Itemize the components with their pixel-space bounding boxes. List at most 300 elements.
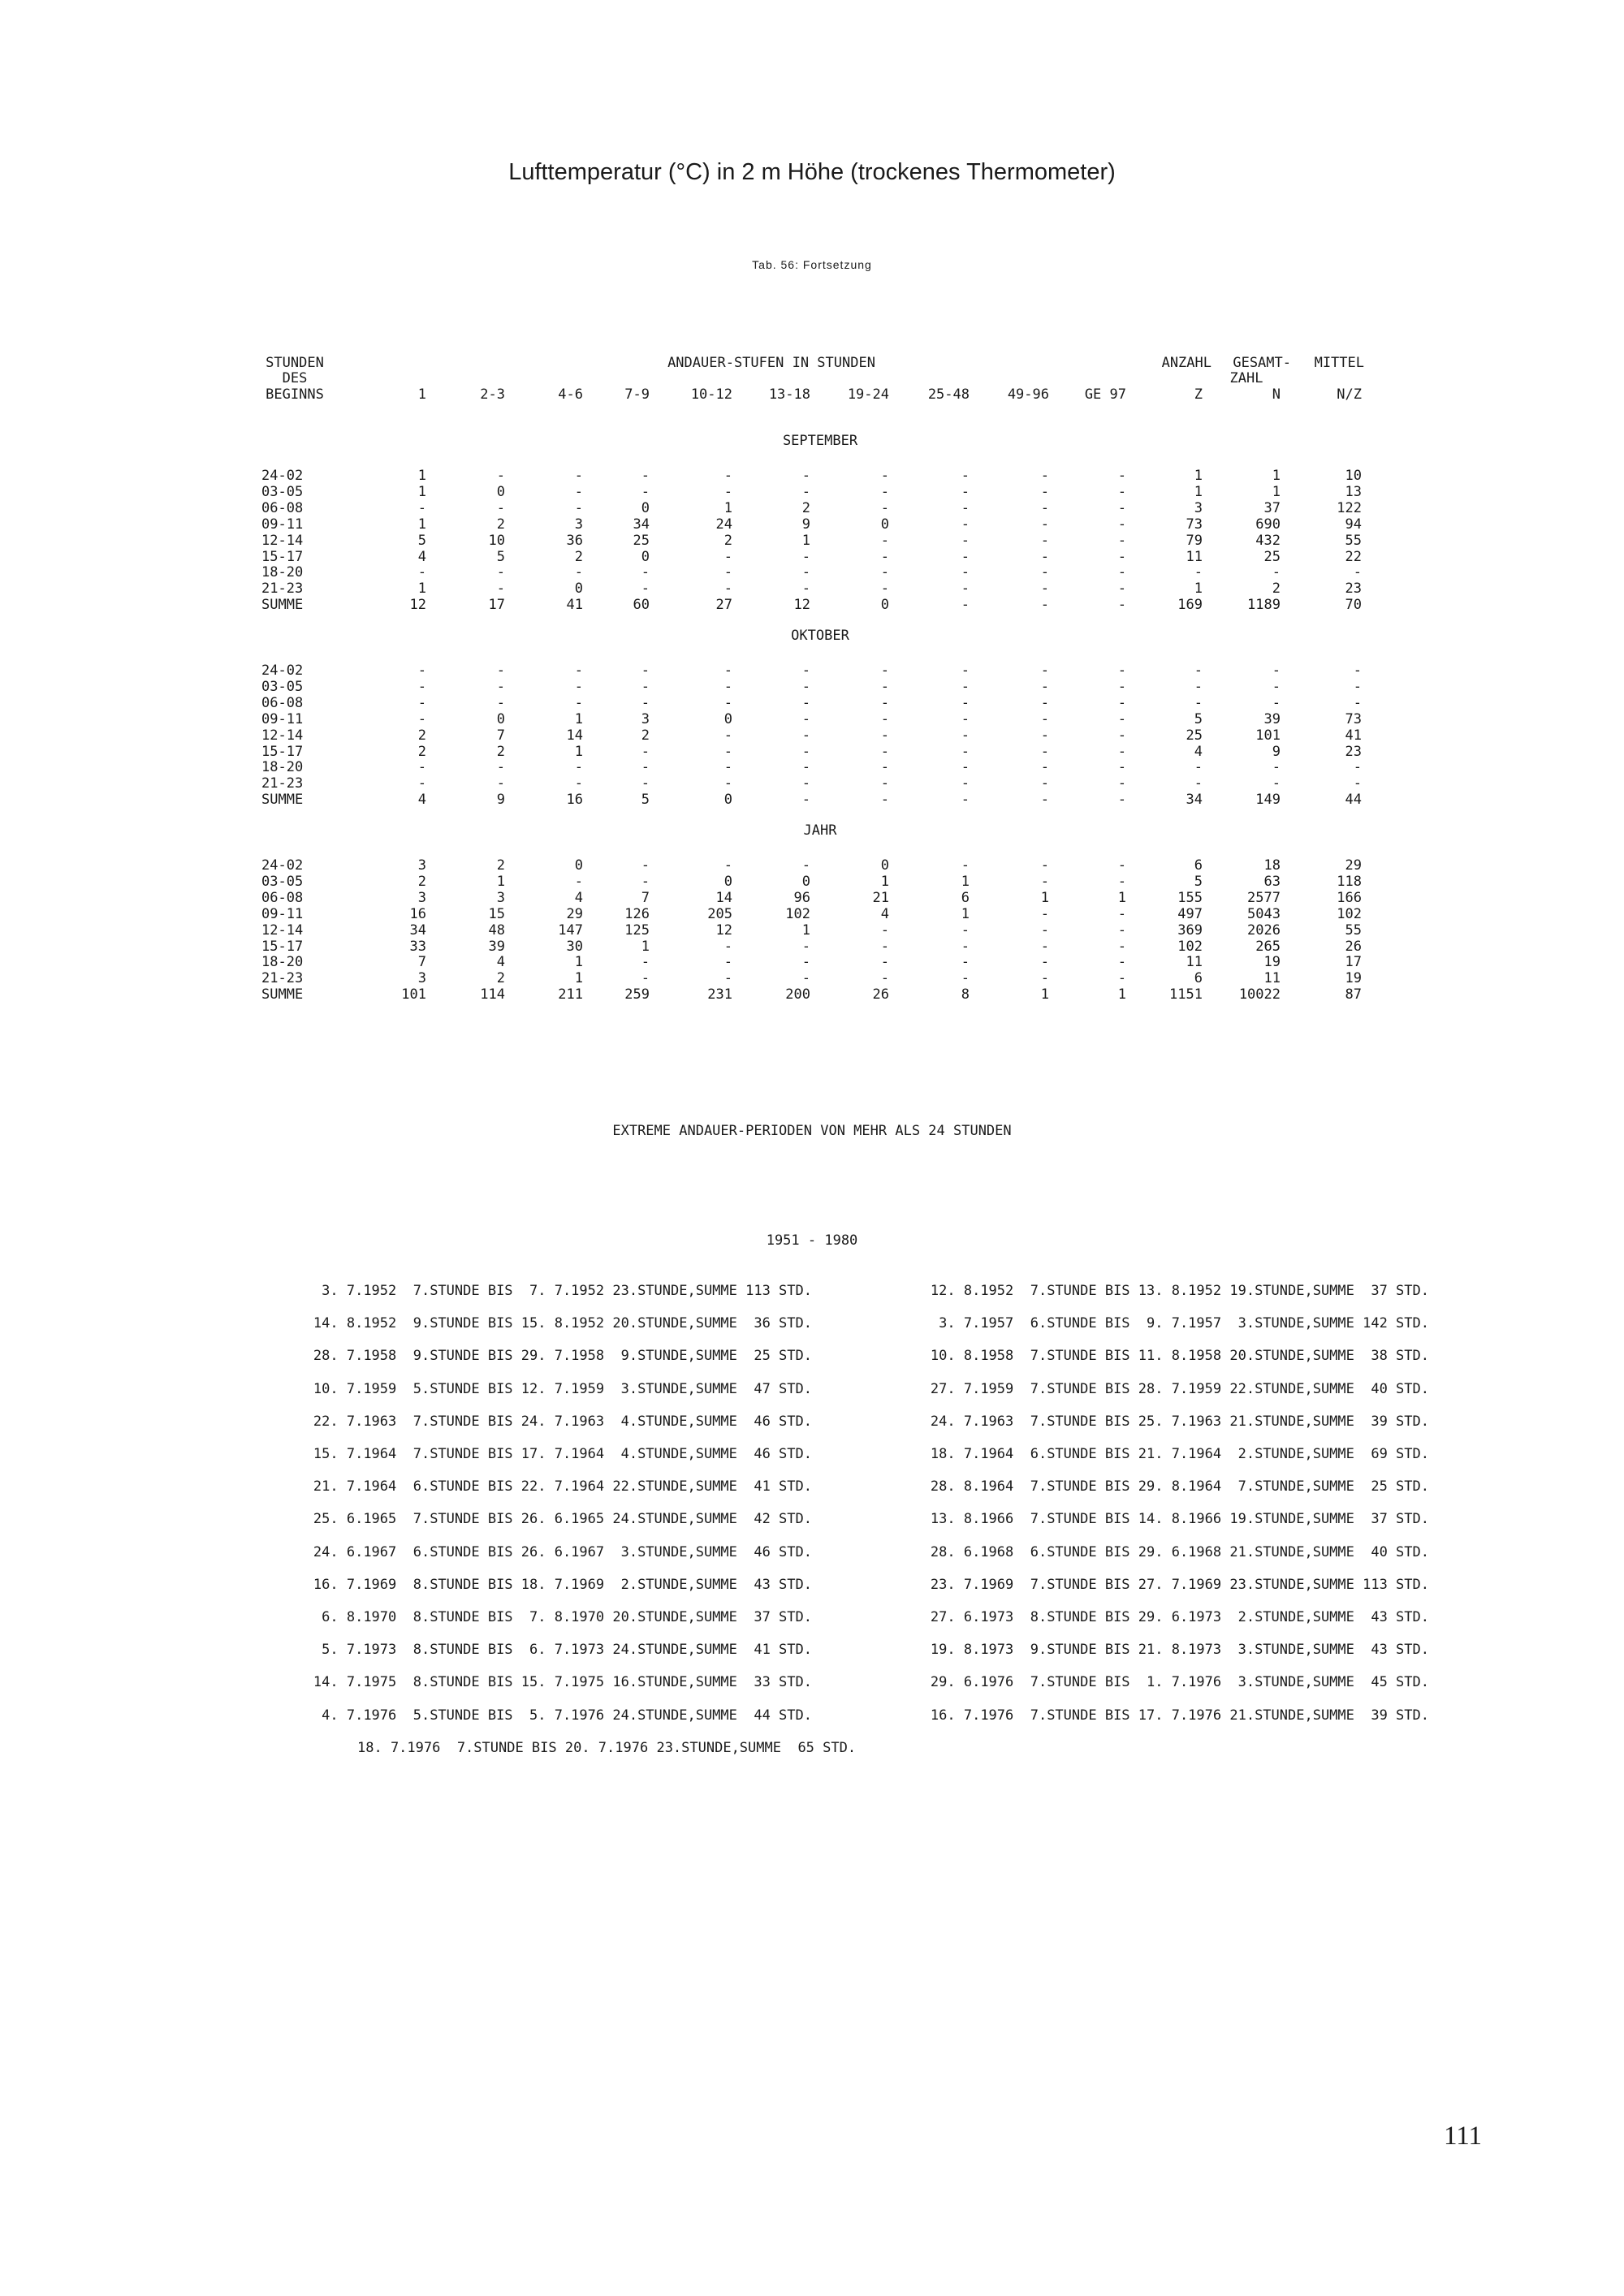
table-cell: -: [1040, 548, 1049, 565]
table-cell: 11: [1263, 970, 1281, 987]
table-cell: 2: [641, 727, 650, 744]
extreme-period-right: 27. 6.1973 8.STUNDE BIS 29. 6.1973 2.STUNDE,SUMME 43 STD.: [930, 1609, 1429, 1625]
table-cell: 101: [401, 986, 426, 1003]
row-label: 18-20: [261, 954, 304, 971]
table-cell: -: [1353, 775, 1362, 792]
table-cell: 23: [1345, 743, 1362, 760]
header-stunden-line: DES: [282, 370, 308, 386]
table-cell: 4: [574, 889, 583, 906]
table-cell: 0: [574, 857, 583, 874]
row-label: SUMME: [261, 792, 304, 809]
table-cell: -: [496, 580, 505, 598]
table-cell: -: [801, 775, 810, 792]
table-cell: 369: [1177, 921, 1203, 939]
table-cell: -: [1117, 662, 1126, 679]
table-cell: 7: [417, 954, 426, 971]
table-cell: -: [1272, 564, 1281, 581]
table-cell: -: [880, 548, 889, 565]
table-cell: 1: [417, 483, 426, 500]
table-cell: -: [961, 857, 970, 874]
table-cell: 1: [1040, 889, 1049, 906]
table-cell: -: [1194, 678, 1203, 695]
table-cell: -: [1117, 499, 1126, 516]
table-cell: -: [880, 792, 889, 809]
table-cell: 16: [566, 792, 583, 809]
period-label: 1951 - 1980: [766, 1232, 858, 1249]
table-cell: 10: [488, 532, 505, 549]
table-cell: -: [1117, 759, 1126, 776]
table-cell: -: [574, 564, 583, 581]
table-cell: 102: [1177, 938, 1203, 955]
table-cell: 2: [496, 743, 505, 760]
column-header: GE 97: [1084, 386, 1126, 403]
table-cell: -: [1117, 532, 1126, 549]
table-cell: -: [801, 548, 810, 565]
table-cell: 27: [715, 597, 732, 614]
extreme-period-right: 29. 6.1976 7.STUNDE BIS 1. 7.1976 3.STUNDE,SUMME 45 STD.: [930, 1674, 1429, 1691]
table-cell: -: [880, 662, 889, 679]
table-cell: -: [1353, 759, 1362, 776]
table-cell: 48: [488, 921, 505, 939]
row-label: 18-20: [261, 564, 304, 581]
table-cell: 29: [566, 905, 583, 922]
table-cell: 5: [496, 548, 505, 565]
table-cell: -: [723, 564, 732, 581]
table-cell: -: [961, 564, 970, 581]
table-cell: 0: [496, 483, 505, 500]
table-cell: 1: [1194, 483, 1203, 500]
table-cell: -: [1117, 873, 1126, 890]
table-cell: -: [417, 759, 426, 776]
table-cell: 4: [417, 792, 426, 809]
row-label: 12-14: [261, 921, 304, 939]
table-cell: -: [1272, 662, 1281, 679]
table-cell: -: [1040, 597, 1049, 614]
table-cell: 169: [1177, 597, 1203, 614]
table-cell: 10: [1345, 468, 1362, 484]
table-cell: -: [961, 516, 970, 533]
table-cell: -: [961, 759, 970, 776]
extreme-period-right: 10. 8.1958 7.STUNDE BIS 11. 8.1958 20.STUNDE,SUMME 38 STD.: [930, 1348, 1429, 1365]
table-cell: 60: [633, 597, 650, 614]
table-cell: -: [1117, 548, 1126, 565]
table-cell: 1: [1040, 986, 1049, 1003]
table-cell: 211: [558, 986, 583, 1003]
table-cell: 7: [496, 727, 505, 744]
table-cell: 2: [574, 548, 583, 565]
section-title: JAHR: [803, 822, 837, 839]
table-cell: 114: [480, 986, 505, 1003]
row-label: 24-02: [261, 468, 304, 484]
table-cell: -: [1040, 564, 1049, 581]
table-cell: -: [723, 938, 732, 955]
table-cell: -: [1040, 727, 1049, 744]
table-cell: -: [961, 954, 970, 971]
table-cell: -: [1194, 662, 1203, 679]
table-cell: 1: [1117, 889, 1126, 906]
table-cell: -: [880, 759, 889, 776]
table-cell: 1: [801, 921, 810, 939]
table-cell: -: [1040, 516, 1049, 533]
table-cell: -: [801, 938, 810, 955]
table-cell: -: [574, 662, 583, 679]
table-cell: 0: [723, 792, 732, 809]
table-cell: 10022: [1238, 986, 1281, 1003]
table-cell: -: [1040, 694, 1049, 711]
table-cell: 34: [409, 921, 426, 939]
extreme-period-left: 28. 7.1958 9.STUNDE BIS 29. 7.1958 9.STUNDE,SUMME 25 STD.: [313, 1348, 812, 1365]
table-cell: -: [961, 483, 970, 500]
row-label: 03-05: [261, 483, 304, 500]
table-cell: -: [880, 468, 889, 484]
row-label: 03-05: [261, 678, 304, 695]
table-cell: 1: [574, 954, 583, 971]
table-cell: -: [1040, 710, 1049, 727]
table-cell: 8: [961, 986, 970, 1003]
table-cell: 34: [1186, 792, 1203, 809]
table-cell: -: [723, 548, 732, 565]
row-label: 03-05: [261, 873, 304, 890]
table-cell: -: [801, 694, 810, 711]
table-cell: 24: [715, 516, 732, 533]
table-cell: -: [574, 873, 583, 890]
header-gesamt: GESAMT-: [1233, 355, 1291, 371]
table-cell: 3: [417, 970, 426, 987]
table-cell: 1: [1272, 483, 1281, 500]
table-cell: 94: [1345, 516, 1362, 533]
table-cell: -: [961, 938, 970, 955]
extreme-period-last: 18. 7.1976 7.STUNDE BIS 20. 7.1976 23.STUNDE,SUMME 65 STD.: [357, 1739, 857, 1756]
table-cell: -: [801, 468, 810, 484]
table-cell: 26: [872, 986, 889, 1003]
table-cell: -: [880, 710, 889, 727]
column-header: N: [1272, 386, 1281, 403]
table-cell: 12: [793, 597, 810, 614]
table-cell: 126: [624, 905, 650, 922]
table-cell: -: [801, 580, 810, 598]
table-cell: -: [496, 662, 505, 679]
table-cell: -: [961, 597, 970, 614]
table-cell: -: [723, 954, 732, 971]
table-cell: 1: [801, 532, 810, 549]
column-header: 7-9: [624, 386, 650, 403]
extreme-period-left: 3. 7.1952 7.STUNDE BIS 7. 7.1952 23.STUNDE,SUMME 113 STD.: [322, 1283, 812, 1299]
table-cell: 37: [1263, 499, 1281, 516]
table-cell: 0: [723, 710, 732, 727]
table-cell: -: [641, 694, 650, 711]
table-cell: -: [880, 938, 889, 955]
row-label: 15-17: [261, 743, 304, 760]
section-title: SEPTEMBER: [782, 433, 858, 449]
table-cell: -: [801, 970, 810, 987]
table-cell: -: [880, 694, 889, 711]
table-cell: 5: [417, 532, 426, 549]
table-cell: -: [574, 483, 583, 500]
table-cell: -: [880, 564, 889, 581]
table-cell: -: [961, 468, 970, 484]
table-cell: -: [1194, 564, 1203, 581]
table-cell: -: [1117, 597, 1126, 614]
table-cell: -: [723, 727, 732, 744]
table-cell: 3: [496, 889, 505, 906]
table-cell: -: [880, 678, 889, 695]
table-cell: -: [801, 743, 810, 760]
row-label: 18-20: [261, 759, 304, 776]
table-cell: -: [417, 678, 426, 695]
table-cell: -: [880, 499, 889, 516]
table-cell: 96: [793, 889, 810, 906]
table-cell: -: [723, 759, 732, 776]
table-cell: 1: [574, 710, 583, 727]
table-cell: 2: [417, 873, 426, 890]
table-cell: -: [1040, 483, 1049, 500]
row-label: 12-14: [261, 727, 304, 744]
column-header: 25-48: [927, 386, 970, 403]
table-cell: -: [496, 499, 505, 516]
table-cell: 265: [1255, 938, 1281, 955]
table-cell: -: [496, 759, 505, 776]
table-cell: 0: [880, 597, 889, 614]
column-header: 49-96: [1007, 386, 1049, 403]
table-cell: -: [1272, 775, 1281, 792]
table-cell: -: [496, 468, 505, 484]
extreme-period-left: 4. 7.1976 5.STUNDE BIS 5. 7.1976 24.STUNDE,SUMME 44 STD.: [322, 1707, 812, 1724]
table-cell: 14: [566, 727, 583, 744]
row-label: 06-08: [261, 499, 304, 516]
table-cell: -: [961, 580, 970, 598]
table-cell: -: [1117, 905, 1126, 922]
table-cell: -: [417, 662, 426, 679]
table-cell: 0: [574, 580, 583, 598]
table-cell: 155: [1177, 889, 1203, 906]
table-cell: -: [1353, 694, 1362, 711]
header-mittel: MITTEL: [1314, 355, 1364, 371]
table-cell: -: [880, 483, 889, 500]
table-cell: -: [880, 970, 889, 987]
table-cell: -: [641, 662, 650, 679]
table-cell: 5043: [1247, 905, 1281, 922]
extreme-period-right: 28. 6.1968 6.STUNDE BIS 29. 6.1968 21.STUNDE,SUMME 40 STD.: [930, 1543, 1429, 1560]
row-label: SUMME: [261, 597, 304, 614]
extreme-period-right: 13. 8.1966 7.STUNDE BIS 14. 8.1966 19.STUNDE,SUMME 37 STD.: [930, 1511, 1429, 1528]
table-cell: 11: [1186, 548, 1203, 565]
row-label: SUMME: [261, 986, 304, 1003]
table-cell: -: [880, 954, 889, 971]
table-cell: 231: [707, 986, 732, 1003]
table-cell: 55: [1345, 532, 1362, 549]
row-label: 06-08: [261, 694, 304, 711]
table-cell: -: [1040, 905, 1049, 922]
table-cell: 205: [707, 905, 732, 922]
table-cell: -: [801, 759, 810, 776]
table-cell: -: [574, 759, 583, 776]
table-cell: -: [417, 710, 426, 727]
table-cell: -: [801, 678, 810, 695]
table-cell: -: [641, 468, 650, 484]
table-cell: -: [1117, 516, 1126, 533]
table-cell: 102: [1337, 905, 1362, 922]
table-cell: -: [496, 694, 505, 711]
table-cell: 3: [417, 857, 426, 874]
table-cell: 0: [880, 516, 889, 533]
table-cell: -: [961, 532, 970, 549]
header-group: ANDAUER-STUFEN IN STUNDEN: [667, 355, 875, 371]
row-label: 09-11: [261, 516, 304, 533]
table-cell: 2: [496, 970, 505, 987]
table-cell: 1151: [1169, 986, 1203, 1003]
extreme-period-right: 27. 7.1959 7.STUNDE BIS 28. 7.1959 22.STUNDE,SUMME 40 STD.: [930, 1380, 1429, 1397]
row-label: 24-02: [261, 662, 304, 679]
table-cell: -: [417, 499, 426, 516]
table-cell: -: [417, 564, 426, 581]
table-cell: -: [801, 954, 810, 971]
table-cell: 1: [1194, 468, 1203, 484]
table-cell: 79: [1186, 532, 1203, 549]
table-cell: -: [641, 970, 650, 987]
table-cell: -: [961, 921, 970, 939]
table-cell: 1: [417, 516, 426, 533]
table-cell: 6: [961, 889, 970, 906]
table-cell: -: [496, 564, 505, 581]
table-cell: 2: [801, 499, 810, 516]
table-cell: -: [574, 694, 583, 711]
extreme-period-right: 19. 8.1973 9.STUNDE BIS 21. 8.1973 3.STUNDE,SUMME 43 STD.: [930, 1642, 1429, 1659]
table-cell: -: [1040, 921, 1049, 939]
table-cell: -: [641, 483, 650, 500]
table-cell: 6: [1194, 970, 1203, 987]
table-cell: 5: [641, 792, 650, 809]
table-cell: -: [801, 792, 810, 809]
table-cell: 1: [417, 580, 426, 598]
table-cell: -: [1117, 727, 1126, 744]
table-cell: 25: [633, 532, 650, 549]
table-cell: -: [574, 678, 583, 695]
table-cell: 0: [880, 857, 889, 874]
table-cell: 3: [641, 710, 650, 727]
table-cell: -: [1117, 710, 1126, 727]
table-cell: 122: [1337, 499, 1362, 516]
table-cell: -: [1040, 954, 1049, 971]
table-cell: -: [723, 662, 732, 679]
table-cell: 29: [1345, 857, 1362, 874]
table-cell: 11: [1186, 954, 1203, 971]
table-cell: 39: [1263, 710, 1281, 727]
table-cell: 0: [641, 548, 650, 565]
table-cell: -: [1272, 694, 1281, 711]
extreme-period-left: 14. 8.1952 9.STUNDE BIS 15. 8.1952 20.STUNDE,SUMME 36 STD.: [313, 1315, 812, 1332]
table-cell: -: [880, 775, 889, 792]
table-cell: -: [1040, 678, 1049, 695]
table-caption: Tab. 56: Fortsetzung: [752, 258, 872, 271]
table-cell: 22: [1345, 548, 1362, 565]
table-cell: -: [880, 580, 889, 598]
table-cell: -: [961, 662, 970, 679]
table-cell: 2026: [1247, 921, 1281, 939]
table-cell: -: [417, 775, 426, 792]
table-cell: -: [880, 921, 889, 939]
table-cell: 3: [1194, 499, 1203, 516]
table-cell: 1: [496, 873, 505, 890]
table-cell: -: [1117, 678, 1126, 695]
table-cell: -: [417, 694, 426, 711]
table-cell: -: [880, 727, 889, 744]
row-label: 15-17: [261, 548, 304, 565]
table-cell: -: [1040, 938, 1049, 955]
table-cell: -: [723, 678, 732, 695]
column-header: 1: [417, 386, 426, 403]
row-label: 21-23: [261, 775, 304, 792]
extreme-period-left: 15. 7.1964 7.STUNDE BIS 17. 7.1964 4.STUNDE,SUMME 46 STD.: [313, 1446, 812, 1462]
table-cell: -: [723, 857, 732, 874]
column-header: 13-18: [768, 386, 810, 403]
table-cell: -: [961, 678, 970, 695]
table-cell: 63: [1263, 873, 1281, 890]
table-cell: -: [1040, 792, 1049, 809]
table-cell: -: [961, 499, 970, 516]
header-stunden-line: STUNDEN: [266, 355, 324, 371]
extreme-period-left: 5. 7.1973 8.STUNDE BIS 6. 7.1973 24.STUNDE,SUMME 41 STD.: [322, 1642, 812, 1659]
extreme-period-right: 24. 7.1963 7.STUNDE BIS 25. 7.1963 21.STUNDE,SUMME 39 STD.: [930, 1413, 1429, 1430]
table-cell: 1: [880, 873, 889, 890]
table-cell: -: [1117, 564, 1126, 581]
table-cell: -: [1117, 970, 1126, 987]
table-cell: -: [1040, 873, 1049, 890]
table-cell: -: [1117, 954, 1126, 971]
table-cell: -: [1353, 564, 1362, 581]
table-cell: 2: [723, 532, 732, 549]
table-cell: -: [1040, 775, 1049, 792]
table-cell: 39: [488, 938, 505, 955]
table-cell: -: [1117, 775, 1126, 792]
table-cell: 2: [496, 516, 505, 533]
table-cell: 15: [488, 905, 505, 922]
table-cell: 147: [558, 921, 583, 939]
page-number: 111: [1444, 2121, 1483, 2151]
column-header: Z: [1194, 386, 1203, 403]
table-cell: 9: [496, 792, 505, 809]
table-cell: 26: [1345, 938, 1362, 955]
row-label: 09-11: [261, 710, 304, 727]
table-cell: 36: [566, 532, 583, 549]
header-anzahl: ANZAHL: [1161, 355, 1212, 371]
table-cell: 55: [1345, 921, 1362, 939]
table-cell: -: [641, 743, 650, 760]
table-cell: 0: [496, 710, 505, 727]
table-cell: 432: [1255, 532, 1281, 549]
table-cell: -: [1353, 662, 1362, 679]
table-cell: -: [1040, 532, 1049, 549]
table-cell: -: [1117, 468, 1126, 484]
table-cell: 101: [1255, 727, 1281, 744]
table-cell: 4: [1194, 743, 1203, 760]
table-cell: 9: [1272, 743, 1281, 760]
table-cell: -: [880, 743, 889, 760]
table-cell: -: [723, 468, 732, 484]
table-cell: -: [1272, 678, 1281, 695]
table-cell: 70: [1345, 597, 1362, 614]
table-cell: 0: [723, 873, 732, 890]
column-header: 2-3: [480, 386, 505, 403]
row-label: 21-23: [261, 580, 304, 598]
table-cell: -: [1117, 580, 1126, 598]
table-cell: -: [1040, 857, 1049, 874]
table-cell: 1: [641, 938, 650, 955]
table-cell: 41: [566, 597, 583, 614]
table-cell: 17: [488, 597, 505, 614]
table-cell: 33: [409, 938, 426, 955]
extreme-period-left: 21. 7.1964 6.STUNDE BIS 22. 7.1964 22.STUNDE,SUMME 41 STD.: [313, 1478, 812, 1495]
table-cell: 13: [1345, 483, 1362, 500]
